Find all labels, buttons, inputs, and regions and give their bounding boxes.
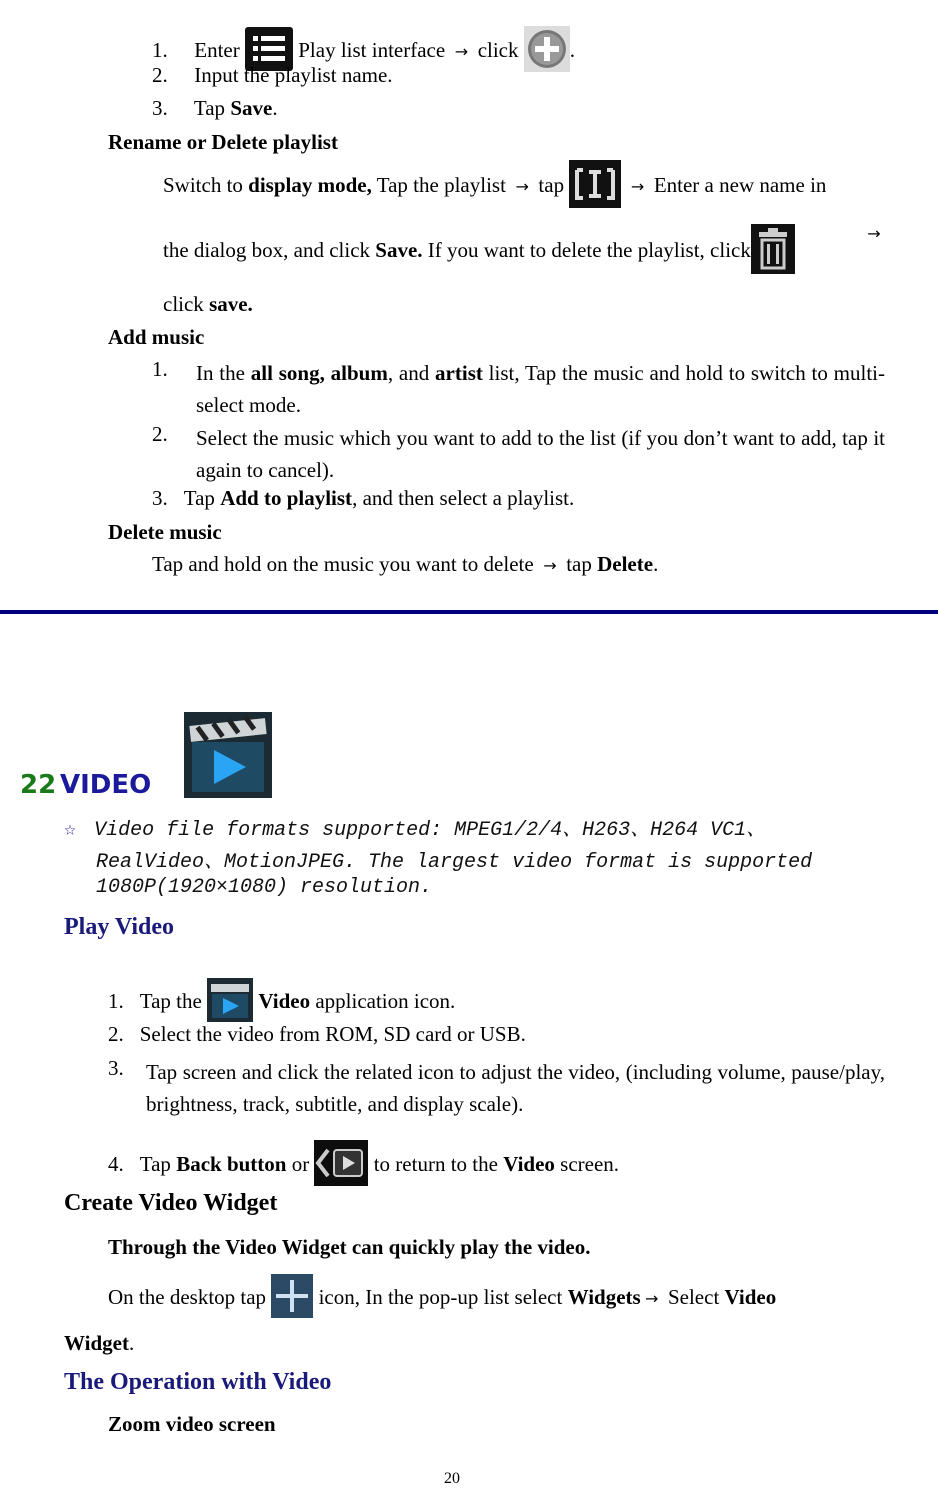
play-video-item-4: 4. Tap Back button or to return to the Video screen. — [108, 1140, 619, 1192]
video-clapper-icon — [184, 712, 272, 804]
add-music-num-2: 2. — [152, 422, 168, 446]
play-video-heading: Play Video — [64, 914, 175, 940]
formats-line-1: ☆ Video file formats supported: MPEG1/2/4、H263、H264 VC1、 — [64, 819, 767, 842]
play-video-item-3: Tap screen and click the related icon to adjust the video, (including volume, pause/play, brightness, track, subtitle, and display scale). — [146, 1060, 885, 1116]
operation-heading: The Operation with Video — [64, 1369, 332, 1395]
widget-line-2: Widget. — [64, 1331, 135, 1355]
chapter-name: VIDEO — [60, 770, 152, 800]
rename-line-3: click save. — [163, 292, 253, 316]
add-circle-icon — [524, 26, 570, 78]
trash-icon — [751, 224, 795, 280]
page-number: 20 — [444, 1470, 460, 1487]
plus-grid-icon — [271, 1274, 313, 1324]
video-back-icon — [314, 1140, 368, 1192]
video-app-icon — [207, 978, 253, 1028]
playlist-step-3: 3. Tap Save. — [152, 96, 278, 120]
widget-heading: Create Video Widget — [64, 1190, 278, 1216]
chapter-number: 22 — [20, 770, 57, 800]
add-music-item-3: 3. Tap Add to playlist, and then select a playlist. — [152, 486, 575, 510]
widget-line-1: On the desktop tap icon, In the pop-up list select Widgets → Select Video — [108, 1274, 776, 1324]
play-video-item-2: 2. Select the video from ROM, SD card or USB. — [108, 1022, 526, 1046]
delete-music-text: Tap and hold on the music you want to delete → tap Delete. — [152, 552, 659, 576]
play-video-item-1: 1. Tap the Video application icon. — [108, 978, 455, 1028]
playlist-step-1: 1. Enter Play list interface → click . — [152, 26, 575, 78]
add-music-heading: Add music — [108, 325, 205, 349]
rename-heading: Rename or Delete playlist — [108, 130, 338, 154]
section-divider — [0, 610, 938, 614]
star-icon: ☆ — [64, 819, 77, 842]
add-music-item-2: Select the music which you want to add to the list (if you don’t want to add, tap it again to cancel). — [196, 426, 885, 482]
rename-line-1: Switch to display mode, Tap the playlist → tap → Enter a new name in — [163, 160, 826, 214]
formats-line-2: RealVideo、MotionJPEG. The largest video format is supported — [96, 851, 813, 874]
formats-line-3: 1080P(1920×1080) resolution. — [96, 876, 433, 899]
add-music-item-1: In the all song, album, and artist list, Tap the music and hold to switch to multi-select mode. — [196, 361, 885, 417]
delete-music-heading: Delete music — [108, 520, 222, 544]
add-music-num-1: 1. — [152, 357, 168, 381]
play-video-num-3: 3. — [108, 1056, 124, 1080]
rename-icon — [569, 160, 621, 214]
widget-subheading: Through the Video Widget can quickly play the video. — [108, 1235, 591, 1259]
playlist-step-2: 2. Input the playlist name. — [152, 63, 393, 87]
rename-line-2: the dialog box, and click Save. If you want to delete the playlist, click → — [163, 224, 885, 280]
zoom-subheading: Zoom video screen — [108, 1412, 276, 1436]
